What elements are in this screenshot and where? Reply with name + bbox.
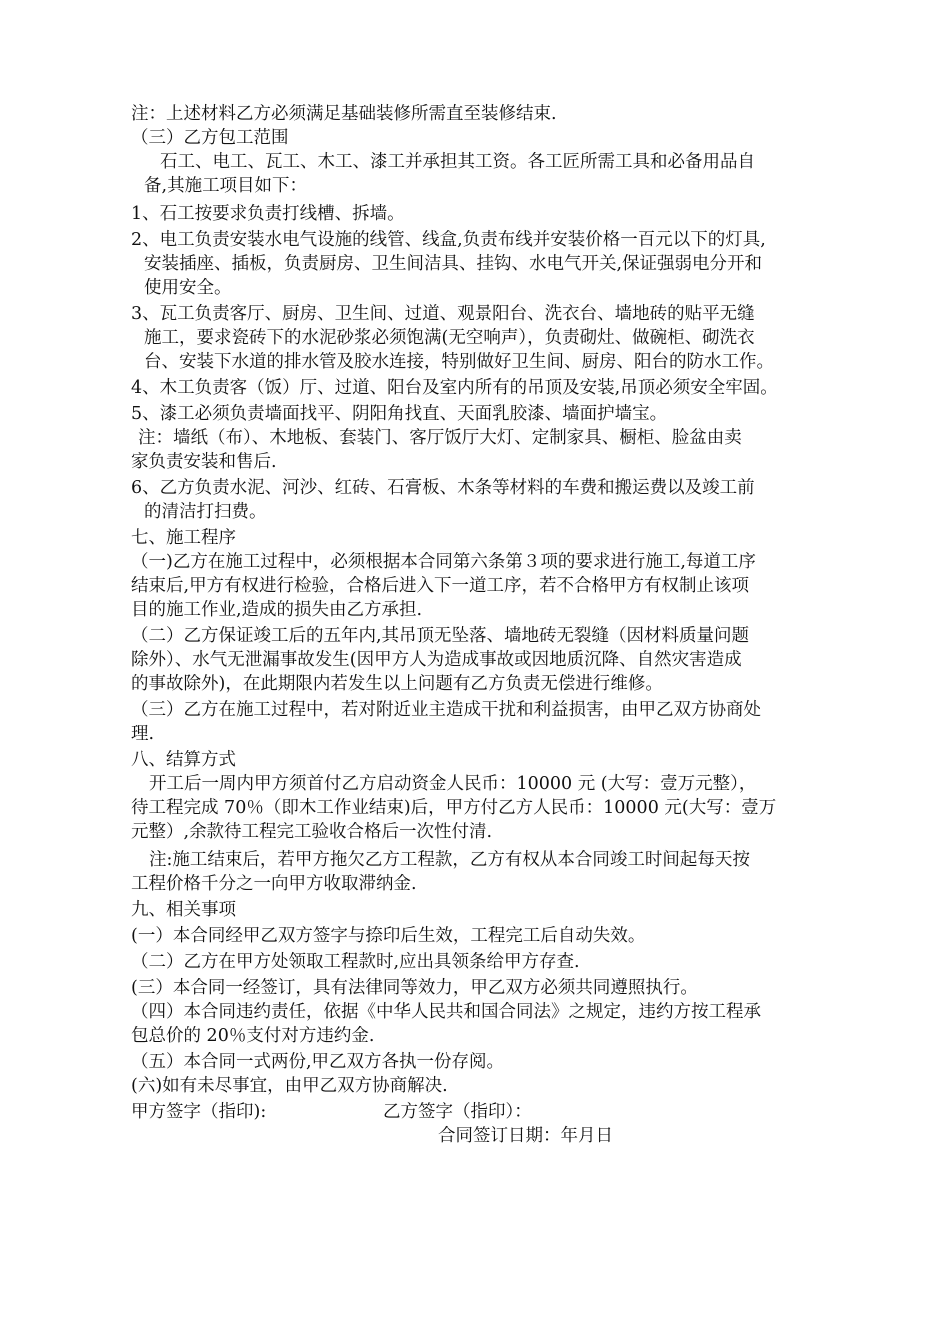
document-line: 九、相关事项 (131, 900, 236, 920)
document-line: 注:施工结束后，若甲方拖欠乙方工程款，乙方有权从本合同竣工时间起每天按 (149, 850, 750, 870)
document-line: (三）本合同一经签订，具有法律同等效力，甲乙双方必须共同遵照执行。 (131, 978, 698, 998)
document-line: 安装插座、插板，负责厨房、卫生间洁具、挂钩、水电气开关,保证强弱电分开和 (144, 254, 763, 274)
signature-party-a: 甲方签字（指印): (131, 1102, 267, 1122)
document-line: （三）乙方在施工过程中，若对附近业主造成干扰和利益损害，由甲乙双方协商处 (131, 700, 761, 720)
document-line: 元整）,余款待工程完工验收合格后一次性付清. (131, 822, 493, 842)
document-line: 使用安全。 (144, 278, 232, 298)
document-line: 待工程完成 70％（即木工作业结束)后，甲方付乙方人民币：10000 元(大写：壹万 (131, 798, 777, 818)
document-line: （一)乙方在施工过程中，必须根据本合同第六条第３项的要求进行施工,每道工序 (131, 552, 756, 572)
document-line: 工程价格千分之一向甲方收取滞纳金. (131, 874, 417, 894)
document-line: 3、瓦工负责客厅、厨房、卫生间、过道、观景阳台、洗衣台、墙地砖的贴平无缝 (131, 304, 755, 324)
document-line: 2、电工负责安装水电气设施的线管、线盒,负责布线并安装价格一百元以下的灯具, (131, 230, 766, 250)
document-line: (一）本合同经甲乙双方签字与捺印后生效，工程完工后自动失效。 (131, 926, 646, 946)
document-line: 目的施工作业,造成的损失由乙方承担. (131, 600, 423, 620)
document-line: 的事故除外)，在此期限内若发生以上问题有乙方负责无偿进行维修。 (131, 674, 663, 694)
document-line: 开工后一周内甲方须首付乙方启动资金人民币：10000 元 (大写：壹万元整）， (149, 774, 757, 794)
document-line: （三）乙方包工范围 (131, 128, 289, 148)
document-line: 八、结算方式 (131, 750, 236, 770)
document-line: 注：墙纸（布）、木地板、套装门、客厅饭厅大灯、定制家具、橱柜、脸盆由卖 (138, 428, 742, 448)
document-line: 施工，要求瓷砖下的水泥砂浆必须饱满(无空响声），负责砌灶、做碗柜、砌洗衣 (144, 328, 755, 348)
document-line: 家负责安装和售后. (131, 452, 277, 472)
document-line: （四）本合同违约责任，依据《中华人民共和国合同法》之规定，违约方按工程承 (131, 1002, 761, 1022)
document-line: 结束后,甲方有权进行检验，合格后进入下一道工序，若不合格甲方有权制止该项 (131, 576, 750, 596)
document-line: 石工、电工、瓦工、木工、漆工并承担其工资。各工匠所需工具和必备用品自 (160, 152, 755, 172)
sign-date: 合同签订日期：年月日 (438, 1126, 613, 1146)
document-line: 台、安装下水道的排水管及胶水连接，特别做好卫生间、厨房、阳台的防水工作。 (144, 352, 774, 372)
document-line: 5、漆工必须负责墙面找平、阴阳角找直、天面乳胶漆、墙面护墙宝。 (131, 404, 668, 424)
document-line: 的清洁打扫费。 (144, 502, 267, 522)
document-line: （五）本合同一式两份,甲乙双方各执一份存阅。 (131, 1052, 505, 1072)
document-line: 备,其施工项目如下： (144, 176, 308, 196)
document-line: 包总价的 20％支付对方违约金. (131, 1026, 375, 1046)
document-line: （二）乙方在甲方处领取工程款时,应出具领条给甲方存查. (131, 952, 580, 972)
document-line: (六)如有未尽事宜，由甲乙双方协商解决. (131, 1076, 448, 1096)
document-line: 七、施工程序 (131, 528, 236, 548)
document-line: 4、木工负责客（饭）厅、过道、阳台及室内所有的吊顶及安装,吊顶必须安全牢固。 (131, 378, 778, 398)
document-line: 1、石工按要求负责打线槽、拆墙。 (131, 204, 405, 224)
document-line: 除外）、水气无泄漏事故发生(因甲方人为造成事故或因地质沉降、自然灾害造成 (131, 650, 742, 670)
document-line: 注：上述材料乙方必须满足基础装修所需直至装修结束. (131, 104, 557, 124)
document-line: 理. (131, 724, 155, 744)
document-line: （二）乙方保证竣工后的五年内,其吊顶无坠落、墙地砖无裂缝（因材料质量问题 (131, 626, 750, 646)
signature-party-b: 乙方签字（指印）： (383, 1102, 532, 1122)
document-line: 6、乙方负责水泥、河沙、红砖、石膏板、木条等材料的车费和搬运费以及竣工前 (131, 478, 755, 498)
